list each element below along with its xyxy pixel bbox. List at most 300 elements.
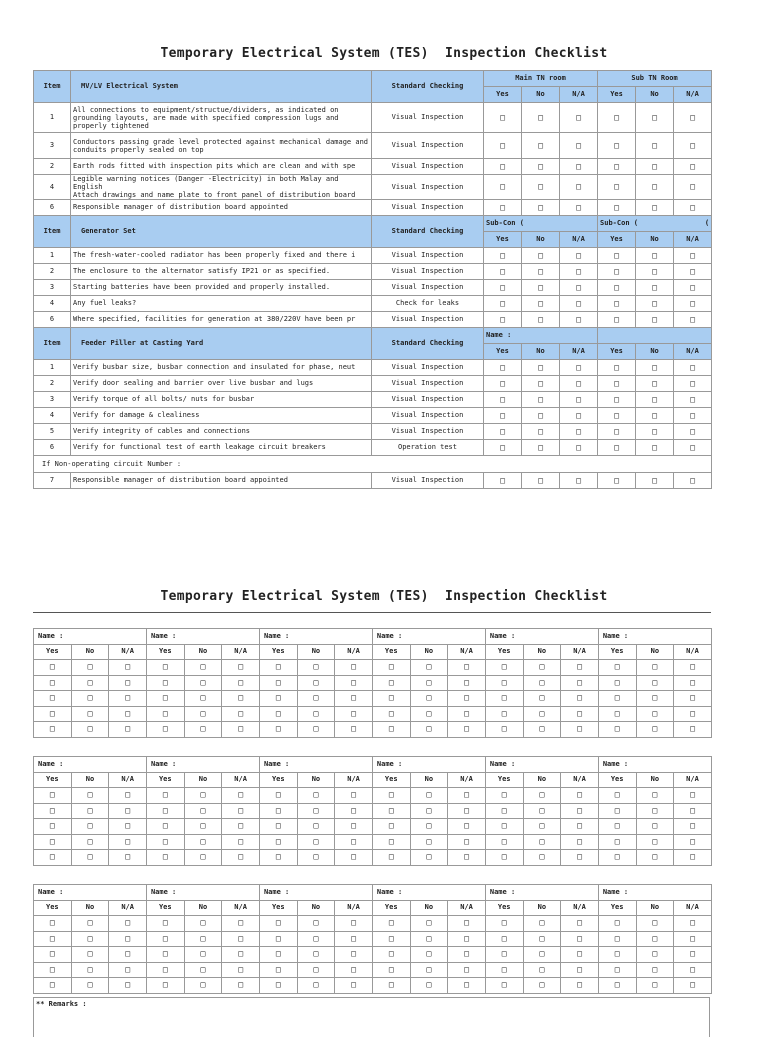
checkbox-icon[interactable]	[690, 428, 695, 436]
checkbox-cell[interactable]	[636, 376, 674, 392]
checkbox-icon[interactable]	[163, 822, 168, 830]
checkbox-cell[interactable]	[448, 819, 486, 835]
checkbox-cell[interactable]	[410, 834, 448, 850]
checkbox-cell[interactable]	[484, 133, 522, 159]
checkbox-cell[interactable]	[297, 834, 335, 850]
checkbox-icon[interactable]	[576, 444, 581, 452]
checkbox-icon[interactable]	[276, 791, 281, 799]
checkbox-cell[interactable]	[71, 947, 109, 963]
checkbox-icon[interactable]	[690, 114, 695, 122]
checkbox-cell[interactable]	[674, 175, 712, 200]
checkbox-icon[interactable]	[502, 791, 507, 799]
checkbox-icon[interactable]	[538, 364, 543, 372]
checkbox-icon[interactable]	[276, 807, 281, 815]
checkbox-cell[interactable]	[636, 660, 674, 676]
checkbox-cell[interactable]	[484, 408, 522, 424]
checkbox-icon[interactable]	[389, 725, 394, 733]
checkbox-icon[interactable]	[652, 380, 657, 388]
checkbox-cell[interactable]	[410, 978, 448, 994]
checkbox-icon[interactable]	[50, 950, 55, 958]
checkbox-icon[interactable]	[538, 183, 543, 191]
checkbox-cell[interactable]	[146, 931, 184, 947]
checkbox-icon[interactable]	[125, 966, 130, 974]
checkbox-cell[interactable]	[485, 803, 523, 819]
checkbox-cell[interactable]	[674, 133, 712, 159]
checkbox-icon[interactable]	[614, 477, 619, 485]
checkbox-cell[interactable]	[674, 473, 712, 489]
checkbox-icon[interactable]	[502, 679, 507, 687]
checkbox-cell[interactable]	[372, 803, 410, 819]
checkbox-cell[interactable]	[222, 978, 260, 994]
checkbox-icon[interactable]	[238, 694, 243, 702]
checkbox-icon[interactable]	[577, 966, 582, 974]
checkbox-cell[interactable]	[259, 803, 297, 819]
checkbox-cell[interactable]	[485, 850, 523, 866]
checkbox-icon[interactable]	[577, 919, 582, 927]
checkbox-cell[interactable]	[485, 706, 523, 722]
checkbox-icon[interactable]	[464, 950, 469, 958]
checkbox-cell[interactable]	[222, 916, 260, 932]
checkbox-cell[interactable]	[522, 280, 560, 296]
checkbox-cell[interactable]	[561, 850, 599, 866]
checkbox-icon[interactable]	[652, 284, 657, 292]
checkbox-icon[interactable]	[238, 710, 243, 718]
checkbox-cell[interactable]	[523, 675, 561, 691]
checkbox-cell[interactable]	[523, 834, 561, 850]
checkbox-cell[interactable]	[448, 722, 486, 738]
checkbox-cell[interactable]	[34, 691, 72, 707]
checkbox-icon[interactable]	[615, 807, 620, 815]
checkbox-icon[interactable]	[464, 679, 469, 687]
checkbox-icon[interactable]	[690, 838, 695, 846]
checkbox-icon[interactable]	[652, 163, 657, 171]
checkbox-cell[interactable]	[674, 706, 712, 722]
checkbox-icon[interactable]	[351, 981, 356, 989]
checkbox-cell[interactable]	[146, 722, 184, 738]
checkbox-icon[interactable]	[614, 412, 619, 420]
checkbox-icon[interactable]	[690, 663, 695, 671]
checkbox-cell[interactable]	[560, 200, 598, 216]
checkbox-cell[interactable]	[674, 931, 712, 947]
checkbox-cell[interactable]	[372, 834, 410, 850]
checkbox-icon[interactable]	[502, 694, 507, 702]
checkbox-icon[interactable]	[614, 300, 619, 308]
checkbox-cell[interactable]	[598, 803, 636, 819]
checkbox-icon[interactable]	[614, 163, 619, 171]
checkbox-cell[interactable]	[71, 819, 109, 835]
checkbox-cell[interactable]	[410, 803, 448, 819]
checkbox-cell[interactable]	[222, 675, 260, 691]
checkbox-icon[interactable]	[576, 268, 581, 276]
checkbox-icon[interactable]	[276, 853, 281, 861]
checkbox-cell[interactable]	[636, 200, 674, 216]
checkbox-cell[interactable]	[598, 931, 636, 947]
checkbox-icon[interactable]	[163, 791, 168, 799]
checkbox-icon[interactable]	[389, 935, 394, 943]
checkbox-icon[interactable]	[389, 950, 394, 958]
checkbox-cell[interactable]	[222, 706, 260, 722]
checkbox-icon[interactable]	[50, 725, 55, 733]
checkbox-icon[interactable]	[539, 725, 544, 733]
checkbox-icon[interactable]	[652, 364, 657, 372]
checkbox-icon[interactable]	[464, 981, 469, 989]
checkbox-icon[interactable]	[163, 663, 168, 671]
checkbox-cell[interactable]	[636, 803, 674, 819]
checkbox-cell[interactable]	[674, 675, 712, 691]
checkbox-cell[interactable]	[674, 803, 712, 819]
checkbox-icon[interactable]	[538, 477, 543, 485]
checkbox-icon[interactable]	[88, 919, 93, 927]
checkbox-icon[interactable]	[276, 710, 281, 718]
checkbox-icon[interactable]	[615, 679, 620, 687]
checkbox-icon[interactable]	[539, 966, 544, 974]
checkbox-cell[interactable]	[259, 675, 297, 691]
checkbox-cell[interactable]	[71, 803, 109, 819]
checkbox-cell[interactable]	[410, 916, 448, 932]
checkbox-icon[interactable]	[538, 252, 543, 260]
checkbox-icon[interactable]	[539, 807, 544, 815]
checkbox-icon[interactable]	[502, 822, 507, 830]
checkbox-icon[interactable]	[426, 679, 431, 687]
checkbox-icon[interactable]	[690, 679, 695, 687]
checkbox-icon[interactable]	[314, 981, 319, 989]
checkbox-icon[interactable]	[577, 694, 582, 702]
checkbox-cell[interactable]	[335, 788, 373, 804]
checkbox-cell[interactable]	[523, 850, 561, 866]
checkbox-cell[interactable]	[109, 978, 147, 994]
checkbox-cell[interactable]	[674, 660, 712, 676]
checkbox-icon[interactable]	[690, 183, 695, 191]
checkbox-icon[interactable]	[50, 679, 55, 687]
checkbox-icon[interactable]	[426, 838, 431, 846]
checkbox-cell[interactable]	[410, 788, 448, 804]
checkbox-cell[interactable]	[109, 962, 147, 978]
checkbox-cell[interactable]	[34, 819, 72, 835]
checkbox-icon[interactable]	[539, 791, 544, 799]
checkbox-icon[interactable]	[577, 725, 582, 733]
checkbox-cell[interactable]	[636, 312, 674, 328]
checkbox-cell[interactable]	[146, 803, 184, 819]
checkbox-icon[interactable]	[577, 853, 582, 861]
checkbox-icon[interactable]	[502, 853, 507, 861]
checkbox-cell[interactable]	[335, 850, 373, 866]
checkbox-cell[interactable]	[259, 819, 297, 835]
checkbox-icon[interactable]	[614, 444, 619, 452]
checkbox-icon[interactable]	[576, 142, 581, 150]
checkbox-icon[interactable]	[464, 710, 469, 718]
checkbox-cell[interactable]	[335, 947, 373, 963]
checkbox-cell[interactable]	[561, 931, 599, 947]
checkbox-icon[interactable]	[389, 981, 394, 989]
checkbox-icon[interactable]	[88, 981, 93, 989]
checkbox-cell[interactable]	[522, 473, 560, 489]
checkbox-icon[interactable]	[276, 822, 281, 830]
checkbox-icon[interactable]	[690, 477, 695, 485]
name-field[interactable]: Name :	[598, 629, 711, 645]
checkbox-icon[interactable]	[201, 663, 206, 671]
checkbox-cell[interactable]	[34, 660, 72, 676]
checkbox-icon[interactable]	[538, 380, 543, 388]
checkbox-cell[interactable]	[598, 296, 636, 312]
checkbox-icon[interactable]	[88, 822, 93, 830]
checkbox-cell[interactable]	[34, 788, 72, 804]
checkbox-cell[interactable]	[674, 248, 712, 264]
checkbox-cell[interactable]	[484, 376, 522, 392]
checkbox-cell[interactable]	[636, 850, 674, 866]
checkbox-cell[interactable]	[259, 834, 297, 850]
checkbox-cell[interactable]	[674, 200, 712, 216]
checkbox-cell[interactable]	[598, 376, 636, 392]
checkbox-icon[interactable]	[577, 710, 582, 718]
checkbox-icon[interactable]	[314, 694, 319, 702]
checkbox-cell[interactable]	[146, 691, 184, 707]
checkbox-icon[interactable]	[50, 822, 55, 830]
checkbox-icon[interactable]	[50, 663, 55, 671]
checkbox-icon[interactable]	[314, 950, 319, 958]
checkbox-icon[interactable]	[125, 710, 130, 718]
checkbox-icon[interactable]	[614, 204, 619, 212]
checkbox-cell[interactable]	[410, 850, 448, 866]
checkbox-icon[interactable]	[500, 380, 505, 388]
checkbox-icon[interactable]	[652, 204, 657, 212]
name-field[interactable]: Name :	[259, 757, 372, 773]
checkbox-icon[interactable]	[652, 142, 657, 150]
checkbox-cell[interactable]	[561, 916, 599, 932]
checkbox-cell[interactable]	[523, 660, 561, 676]
checkbox-cell[interactable]	[71, 788, 109, 804]
checkbox-cell[interactable]	[335, 706, 373, 722]
checkbox-cell[interactable]	[335, 660, 373, 676]
checkbox-icon[interactable]	[652, 935, 657, 943]
checkbox-cell[interactable]	[297, 706, 335, 722]
checkbox-icon[interactable]	[389, 853, 394, 861]
checkbox-cell[interactable]	[410, 819, 448, 835]
checkbox-cell[interactable]	[522, 440, 560, 456]
checkbox-cell[interactable]	[34, 962, 72, 978]
checkbox-cell[interactable]	[522, 200, 560, 216]
checkbox-cell[interactable]	[522, 175, 560, 200]
checkbox-cell[interactable]	[674, 850, 712, 866]
checkbox-cell[interactable]	[561, 947, 599, 963]
checkbox-icon[interactable]	[125, 725, 130, 733]
checkbox-icon[interactable]	[690, 853, 695, 861]
checkbox-cell[interactable]	[448, 931, 486, 947]
checkbox-cell[interactable]	[448, 803, 486, 819]
checkbox-icon[interactable]	[576, 412, 581, 420]
checkbox-icon[interactable]	[426, 791, 431, 799]
checkbox-cell[interactable]	[674, 296, 712, 312]
checkbox-icon[interactable]	[502, 725, 507, 733]
checkbox-cell[interactable]	[372, 850, 410, 866]
checkbox-cell[interactable]	[484, 264, 522, 280]
checkbox-icon[interactable]	[351, 966, 356, 974]
checkbox-icon[interactable]	[426, 919, 431, 927]
checkbox-icon[interactable]	[690, 380, 695, 388]
checkbox-cell[interactable]	[485, 947, 523, 963]
checkbox-icon[interactable]	[351, 679, 356, 687]
checkbox-icon[interactable]	[276, 838, 281, 846]
checkbox-cell[interactable]	[109, 660, 147, 676]
checkbox-icon[interactable]	[163, 694, 168, 702]
checkbox-icon[interactable]	[500, 268, 505, 276]
checkbox-icon[interactable]	[464, 853, 469, 861]
checkbox-cell[interactable]	[372, 788, 410, 804]
checkbox-icon[interactable]	[314, 853, 319, 861]
checkbox-cell[interactable]	[598, 675, 636, 691]
checkbox-cell[interactable]	[372, 706, 410, 722]
checkbox-cell[interactable]	[598, 947, 636, 963]
checkbox-cell[interactable]	[522, 392, 560, 408]
checkbox-cell[interactable]	[598, 819, 636, 835]
checkbox-icon[interactable]	[690, 316, 695, 324]
checkbox-cell[interactable]	[523, 916, 561, 932]
checkbox-cell[interactable]	[598, 200, 636, 216]
checkbox-cell[interactable]	[410, 947, 448, 963]
checkbox-cell[interactable]	[674, 264, 712, 280]
name-field[interactable]: Name :	[259, 885, 372, 901]
checkbox-cell[interactable]	[561, 722, 599, 738]
checkbox-cell[interactable]	[372, 660, 410, 676]
name-field[interactable]: Name :	[598, 885, 711, 901]
checkbox-icon[interactable]	[464, 694, 469, 702]
checkbox-icon[interactable]	[163, 725, 168, 733]
checkbox-icon[interactable]	[201, 679, 206, 687]
checkbox-cell[interactable]	[636, 706, 674, 722]
checkbox-cell[interactable]	[485, 916, 523, 932]
checkbox-cell[interactable]	[297, 978, 335, 994]
name-field[interactable]: Name :	[34, 629, 147, 645]
checkbox-icon[interactable]	[88, 663, 93, 671]
checkbox-cell[interactable]	[674, 280, 712, 296]
checkbox-icon[interactable]	[389, 710, 394, 718]
checkbox-cell[interactable]	[522, 264, 560, 280]
checkbox-icon[interactable]	[314, 838, 319, 846]
checkbox-icon[interactable]	[577, 663, 582, 671]
checkbox-cell[interactable]	[335, 691, 373, 707]
checkbox-cell[interactable]	[448, 834, 486, 850]
checkbox-icon[interactable]	[88, 710, 93, 718]
checkbox-icon[interactable]	[576, 477, 581, 485]
checkbox-icon[interactable]	[351, 838, 356, 846]
checkbox-icon[interactable]	[163, 807, 168, 815]
checkbox-cell[interactable]	[109, 788, 147, 804]
checkbox-icon[interactable]	[615, 981, 620, 989]
name-field[interactable]: Name :	[372, 629, 485, 645]
checkbox-icon[interactable]	[652, 444, 657, 452]
checkbox-icon[interactable]	[125, 919, 130, 927]
checkbox-cell[interactable]	[34, 834, 72, 850]
checkbox-cell[interactable]	[109, 675, 147, 691]
checkbox-cell[interactable]	[222, 691, 260, 707]
checkbox-icon[interactable]	[426, 694, 431, 702]
checkbox-icon[interactable]	[314, 710, 319, 718]
checkbox-icon[interactable]	[314, 807, 319, 815]
checkbox-icon[interactable]	[201, 853, 206, 861]
checkbox-cell[interactable]	[598, 706, 636, 722]
checkbox-cell[interactable]	[184, 962, 222, 978]
checkbox-icon[interactable]	[201, 950, 206, 958]
checkbox-icon[interactable]	[690, 981, 695, 989]
checkbox-icon[interactable]	[464, 807, 469, 815]
checkbox-icon[interactable]	[652, 428, 657, 436]
checkbox-icon[interactable]	[502, 966, 507, 974]
checkbox-icon[interactable]	[125, 807, 130, 815]
checkbox-cell[interactable]	[109, 834, 147, 850]
checkbox-cell[interactable]	[335, 722, 373, 738]
checkbox-cell[interactable]	[410, 722, 448, 738]
checkbox-cell[interactable]	[523, 819, 561, 835]
checkbox-cell[interactable]	[71, 850, 109, 866]
checkbox-icon[interactable]	[615, 663, 620, 671]
checkbox-cell[interactable]	[484, 200, 522, 216]
checkbox-icon[interactable]	[50, 791, 55, 799]
checkbox-cell[interactable]	[636, 834, 674, 850]
checkbox-cell[interactable]	[335, 803, 373, 819]
checkbox-cell[interactable]	[598, 440, 636, 456]
checkbox-cell[interactable]	[448, 962, 486, 978]
checkbox-icon[interactable]	[314, 822, 319, 830]
checkbox-cell[interactable]	[109, 803, 147, 819]
checkbox-cell[interactable]	[335, 916, 373, 932]
checkbox-cell[interactable]	[523, 706, 561, 722]
checkbox-icon[interactable]	[615, 710, 620, 718]
checkbox-cell[interactable]	[372, 962, 410, 978]
name-field[interactable]: Name :	[485, 885, 598, 901]
checkbox-icon[interactable]	[690, 807, 695, 815]
checkbox-icon[interactable]	[314, 935, 319, 943]
checkbox-cell[interactable]	[184, 706, 222, 722]
checkbox-icon[interactable]	[238, 725, 243, 733]
checkbox-cell[interactable]	[184, 788, 222, 804]
checkbox-cell[interactable]	[410, 660, 448, 676]
checkbox-cell[interactable]	[34, 722, 72, 738]
checkbox-cell[interactable]	[484, 175, 522, 200]
checkbox-cell[interactable]	[636, 280, 674, 296]
checkbox-icon[interactable]	[502, 919, 507, 927]
checkbox-icon[interactable]	[426, 935, 431, 943]
checkbox-cell[interactable]	[146, 916, 184, 932]
checkbox-cell[interactable]	[522, 360, 560, 376]
checkbox-icon[interactable]	[314, 663, 319, 671]
checkbox-icon[interactable]	[614, 396, 619, 404]
checkbox-cell[interactable]	[522, 376, 560, 392]
checkbox-icon[interactable]	[163, 838, 168, 846]
checkbox-icon[interactable]	[690, 966, 695, 974]
checkbox-icon[interactable]	[539, 822, 544, 830]
checkbox-icon[interactable]	[426, 950, 431, 958]
checkbox-icon[interactable]	[201, 807, 206, 815]
checkbox-icon[interactable]	[238, 679, 243, 687]
checkbox-icon[interactable]	[652, 966, 657, 974]
checkbox-cell[interactable]	[523, 978, 561, 994]
checkbox-icon[interactable]	[577, 981, 582, 989]
checkbox-cell[interactable]	[560, 376, 598, 392]
checkbox-icon[interactable]	[538, 316, 543, 324]
checkbox-cell[interactable]	[297, 660, 335, 676]
name-field[interactable]: Name :	[146, 629, 259, 645]
checkbox-cell[interactable]	[297, 788, 335, 804]
checkbox-cell[interactable]	[636, 360, 674, 376]
checkbox-cell[interactable]	[146, 834, 184, 850]
checkbox-cell[interactable]	[34, 916, 72, 932]
checkbox-icon[interactable]	[389, 966, 394, 974]
checkbox-icon[interactable]	[238, 838, 243, 846]
checkbox-icon[interactable]	[577, 791, 582, 799]
checkbox-cell[interactable]	[146, 850, 184, 866]
checkbox-cell[interactable]	[259, 916, 297, 932]
checkbox-icon[interactable]	[690, 950, 695, 958]
checkbox-icon[interactable]	[576, 428, 581, 436]
